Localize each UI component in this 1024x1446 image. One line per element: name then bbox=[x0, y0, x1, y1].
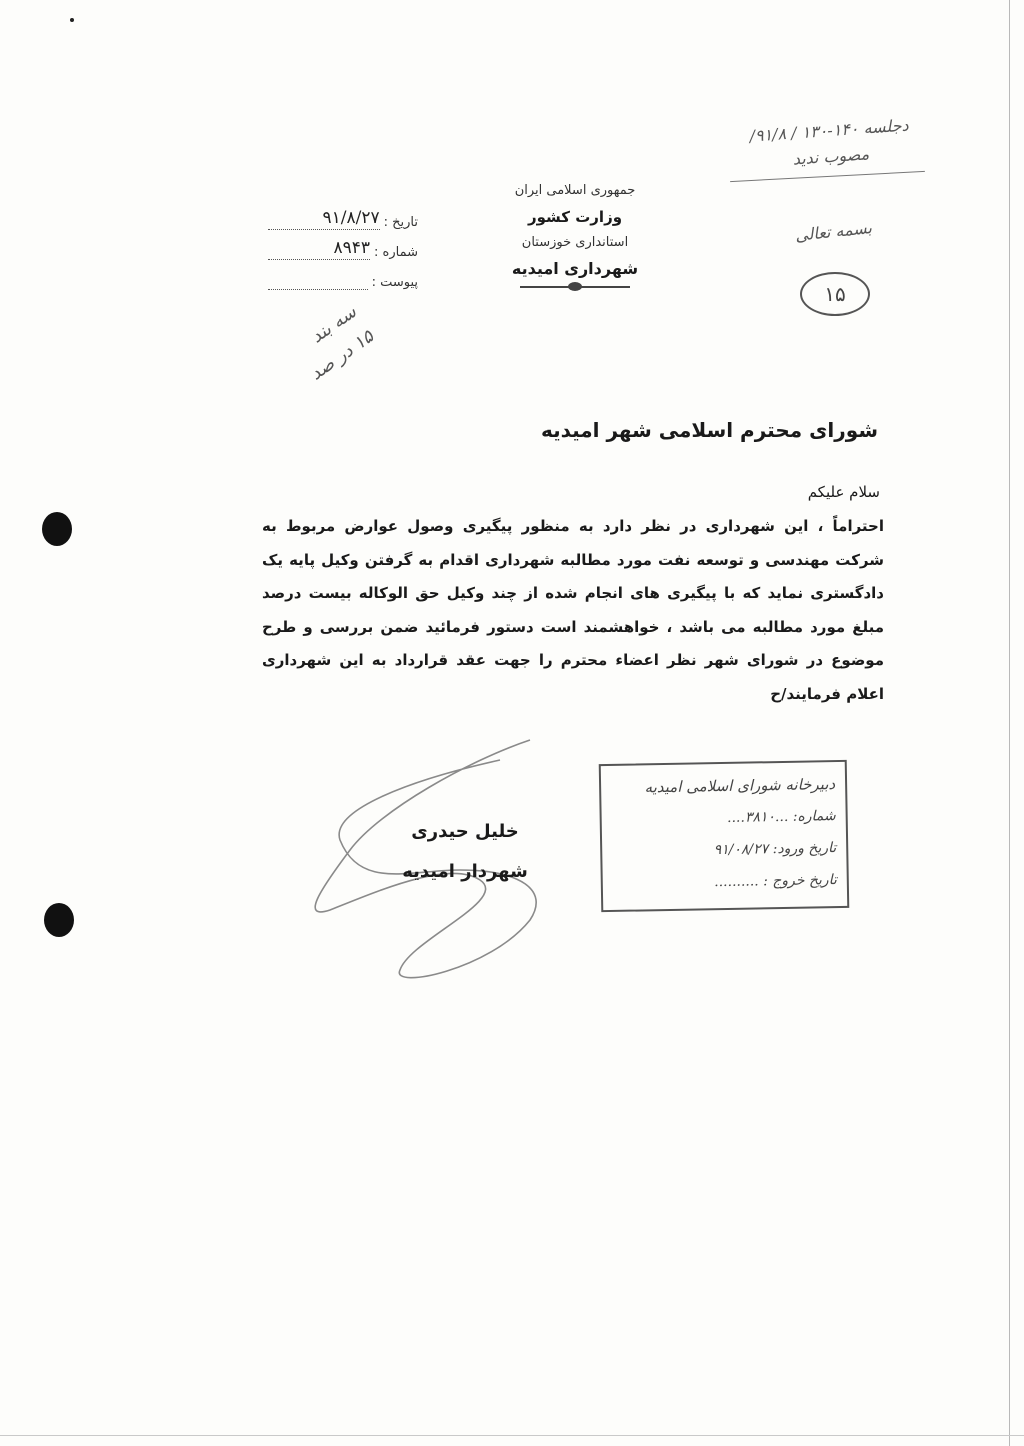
handwritten-council-note bbox=[728, 111, 931, 177]
signature-block bbox=[370, 812, 560, 892]
punch-hole-upper bbox=[42, 512, 72, 546]
letter-body: احتراماً ، این شهرداری در نظر دارد به منظور پیگیری وصول عوارض مربوط به شرکت مهندسی و توسعه نفت مورد مطالبه شهرداری اقدام به گرفتن وکیل پایه یک دادگستری نماید که با پیگیری های انجام شده از چند وکیل حق الوکاله بیست درصد مبلغ مورد مطالبه می باشد ، خواهشمند است دستور فرمائید ضمن بررسی و طرح موضوع در شورای شهر نظر اعضاء محترم را جهت عقد قرارداد به این شهرداری اعلام فرمایند/ح bbox=[262, 517, 884, 703]
handwritten-margin-note-line1: سه بند bbox=[307, 301, 361, 348]
greeting: سلام علیکم bbox=[807, 483, 880, 501]
stamp-entry-date: تاریخ ورود: ۹۱/۰۸/۲۷ bbox=[713, 840, 837, 859]
meta-number-label: شماره : bbox=[374, 245, 418, 260]
letter-meta bbox=[268, 200, 418, 290]
letterhead bbox=[490, 178, 660, 288]
stamp-title: دبیرخانه شورای اسلامی امیدیه bbox=[644, 775, 836, 797]
stamp-exit-date: تاریخ خروج : .......... bbox=[714, 872, 837, 891]
letterhead-republic: جمهوری اسلامی ایران bbox=[514, 183, 636, 198]
meta-date-label: تاریخ : bbox=[383, 215, 418, 230]
handwritten-council-note-line1: دجلسه ۱۴۰-۱۳۰ / ۹۱/۸/ bbox=[748, 115, 910, 146]
meta-date-row bbox=[268, 200, 418, 230]
letterhead-ministry: وزارت کشور bbox=[527, 208, 623, 226]
secretariat-stamp bbox=[599, 760, 850, 912]
punch-hole-lower bbox=[44, 903, 74, 937]
recipient-heading: شورای محترم اسلامی شهر امیدیه bbox=[540, 418, 878, 442]
meta-attachment-row bbox=[268, 260, 418, 290]
page-edge-bottom bbox=[0, 1435, 1024, 1436]
meta-attachment-label: پیوست : bbox=[371, 275, 418, 290]
handwritten-basmala: بسمه تعالی bbox=[794, 218, 873, 245]
meta-number-value: ۸۹۴۳ bbox=[268, 238, 370, 260]
letterhead-province: استانداری خوزستان bbox=[521, 235, 629, 250]
scan-speck bbox=[70, 18, 74, 22]
letterhead-ornament bbox=[520, 286, 630, 288]
handwritten-margin-note-line2: ۱۵ در صد bbox=[306, 325, 378, 385]
handwritten-council-note-line2: مصوب ندید bbox=[792, 144, 870, 169]
letterhead-municipality: شهرداری امیدیه bbox=[511, 259, 639, 278]
signer-title: شهردار امیدیه bbox=[402, 861, 528, 882]
signer-name: خلیل حیدری bbox=[411, 821, 519, 842]
meta-attachment-value bbox=[268, 288, 368, 290]
meta-number-row bbox=[268, 230, 418, 260]
circled-number: ۱۵ bbox=[800, 272, 870, 316]
page-edge-right bbox=[1009, 0, 1010, 1446]
meta-date-value: ۹۱/۸/۲۷ bbox=[268, 208, 380, 230]
stamp-number: شماره: ...۳۸۱۰.... bbox=[726, 808, 836, 826]
handwritten-margin-note bbox=[240, 298, 381, 422]
